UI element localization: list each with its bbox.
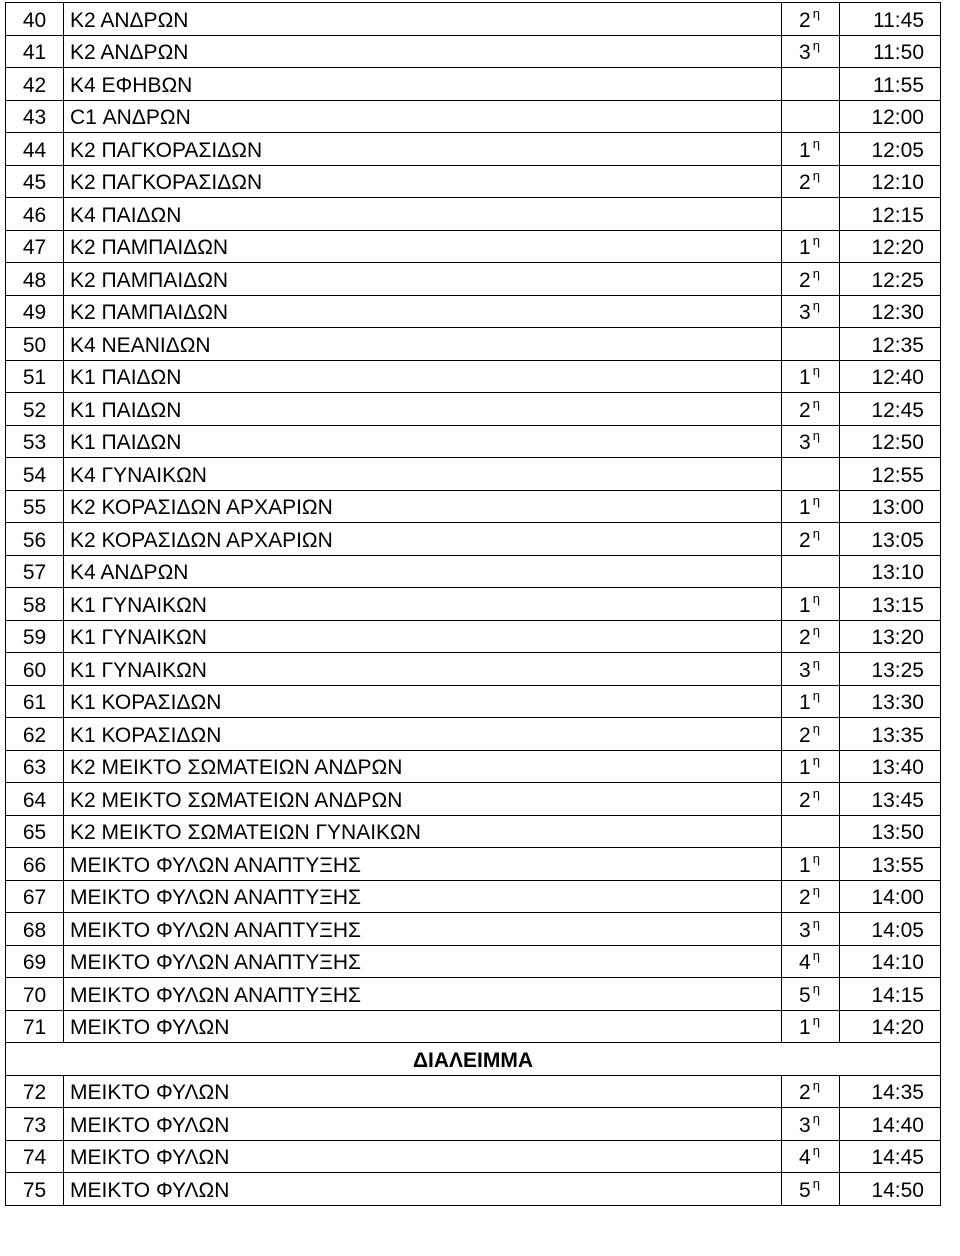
round-ordinal-suffix: η	[812, 395, 820, 411]
round-number: 1	[799, 756, 811, 779]
event-name-cell: Κ1 ΚΟΡΑΣΙΔΩΝ	[64, 685, 782, 718]
table-row	[6, 620, 941, 653]
round-number: 3	[799, 1113, 811, 1137]
race-number-cell: 62	[6, 718, 64, 751]
round-cell	[782, 523, 840, 556]
round-number: 2	[799, 528, 811, 552]
start-time-cell: 13:15	[840, 588, 941, 621]
round-cell	[782, 718, 840, 751]
event-name-cell: Κ2 ΠΑΓΚΟΡΑΣΙΔΩΝ	[64, 133, 782, 166]
start-time-cell: 12:45	[840, 393, 941, 426]
race-number-cell: 40	[6, 3, 64, 36]
round-number: 2	[799, 886, 811, 909]
table-row	[6, 978, 941, 1011]
event-name-cell: ΜΕΙΚΤΟ ΦΥΛΩΝ	[64, 1173, 782, 1206]
round-cell	[782, 815, 840, 848]
round-cell	[782, 783, 840, 816]
round-number: 3	[799, 431, 811, 454]
race-number-cell: 73	[6, 1108, 64, 1141]
round-ordinal-suffix: η	[812, 655, 820, 671]
round-ordinal-suffix: η	[812, 688, 820, 703]
race-number-cell: 47	[6, 230, 64, 263]
round-number: 2	[799, 1081, 811, 1104]
round-ordinal-suffix: η	[812, 980, 820, 996]
table-row	[6, 1173, 941, 1206]
event-name-cell: Κ2 ΜΕΙΚΤΟ ΣΩΜΑΤΕΙΩΝ ΑΝΔΡΩΝ	[64, 750, 782, 783]
table-row	[6, 555, 941, 588]
round-ordinal-suffix: η	[812, 915, 820, 931]
race-number-cell: 59	[6, 620, 64, 653]
round-number: 2	[799, 398, 811, 422]
round-cell	[782, 1075, 840, 1108]
race-number-cell: 53	[6, 425, 64, 458]
round-cell	[782, 750, 840, 783]
start-time-cell: 12:00	[840, 100, 941, 133]
table-row	[6, 198, 941, 231]
event-name-cell: Κ2 ΜΕΙΚΤΟ ΣΩΜΑΤΕΙΩΝ ΑΝΔΡΩΝ	[64, 783, 782, 816]
start-time-cell: 13:40	[840, 750, 941, 783]
event-name-cell: ΜΕΙΚΤΟ ΦΥΛΩΝ ΑΝΑΠΤΥΞΗΣ	[64, 978, 782, 1011]
round-cell	[782, 360, 840, 393]
event-name-cell: Κ1 ΓΥΝΑΙΚΩΝ	[64, 588, 782, 621]
round-ordinal-suffix: η	[812, 883, 820, 898]
event-name-cell: Κ1 ΠΑΙΔΩΝ	[64, 360, 782, 393]
table-row	[6, 133, 941, 166]
round-number: 2	[799, 723, 811, 747]
event-name-cell: Κ1 ΓΥΝΑΙΚΩΝ	[64, 620, 782, 653]
round-ordinal-suffix: η	[812, 493, 820, 508]
event-name-cell: Κ4 ΝΕΑΝΙΔΩΝ	[64, 328, 782, 361]
round-ordinal-suffix: η	[812, 525, 820, 541]
round-ordinal-suffix: η	[812, 38, 820, 53]
round-cell	[782, 165, 840, 198]
race-number-cell: 65	[6, 815, 64, 848]
round-ordinal-suffix: η	[812, 5, 820, 21]
round-cell	[782, 263, 840, 296]
race-number-cell: 57	[6, 555, 64, 588]
round-cell	[782, 328, 840, 361]
event-name-cell: ΜΕΙΚΤΟ ΦΥΛΩΝ ΑΝΑΠΤΥΞΗΣ	[64, 880, 782, 913]
start-time-cell: 12:20	[840, 230, 941, 263]
event-name-cell: Κ2 ΚΟΡΑΣΙΔΩΝ ΑΡΧΑΡΙΩΝ	[64, 523, 782, 556]
table-row	[6, 685, 941, 718]
table-row	[6, 913, 941, 946]
round-number: 1	[799, 496, 811, 519]
start-time-cell: 13:25	[840, 653, 941, 686]
table-row	[6, 393, 941, 426]
race-number-cell: 74	[6, 1140, 64, 1173]
round-cell	[782, 295, 840, 328]
race-number-cell: 66	[6, 848, 64, 881]
race-number-cell: 52	[6, 393, 64, 426]
race-number-cell: 51	[6, 360, 64, 393]
race-number-cell: 71	[6, 1010, 64, 1043]
round-number: 1	[799, 236, 811, 259]
start-time-cell: 14:45	[840, 1140, 941, 1173]
event-name-cell: Κ4 ΓΥΝΑΙΚΩΝ	[64, 458, 782, 491]
table-row	[6, 880, 941, 913]
round-ordinal-suffix: η	[812, 1110, 820, 1126]
round-ordinal-suffix: η	[812, 363, 820, 378]
round-cell	[782, 620, 840, 653]
round-cell	[782, 1108, 840, 1141]
table-row	[6, 230, 941, 263]
race-schedule-table	[5, 2, 941, 1206]
start-time-cell: 14:15	[840, 978, 941, 1011]
race-schedule-body	[6, 3, 941, 1206]
race-number-cell: 67	[6, 880, 64, 913]
round-cell	[782, 653, 840, 686]
start-time-cell: 13:05	[840, 523, 941, 556]
round-cell	[782, 880, 840, 913]
table-row	[6, 68, 941, 101]
event-name-cell: C1 ΑΝΔΡΩΝ	[64, 100, 782, 133]
round-ordinal-suffix: η	[812, 785, 820, 801]
start-time-cell: 13:20	[840, 620, 941, 653]
start-time-cell: 12:05	[840, 133, 941, 166]
table-row	[6, 425, 941, 458]
event-name-cell: Κ1 ΚΟΡΑΣΙΔΩΝ	[64, 718, 782, 751]
start-time-cell: 13:30	[840, 685, 941, 718]
race-number-cell: 49	[6, 295, 64, 328]
table-row	[6, 165, 941, 198]
event-name-cell: Κ2 ΚΟΡΑΣΙΔΩΝ ΑΡΧΑΡΙΩΝ	[64, 490, 782, 523]
round-number: 3	[799, 918, 811, 942]
round-number: 4	[799, 1146, 811, 1169]
event-name-cell: ΜΕΙΚΤΟ ΦΥΛΩΝ ΑΝΑΠΤΥΞΗΣ	[64, 848, 782, 881]
start-time-cell: 12:55	[840, 458, 941, 491]
round-ordinal-suffix: η	[812, 850, 820, 866]
start-time-cell: 13:50	[840, 815, 941, 848]
round-cell	[782, 68, 840, 101]
event-name-cell: ΜΕΙΚΤΟ ΦΥΛΩΝ ΑΝΑΠΤΥΞΗΣ	[64, 913, 782, 946]
race-number-cell: 68	[6, 913, 64, 946]
round-cell	[782, 230, 840, 263]
table-row	[6, 783, 941, 816]
round-cell	[782, 1173, 840, 1206]
race-number-cell: 56	[6, 523, 64, 556]
round-cell	[782, 100, 840, 133]
event-name-cell: Κ2 ΠΑΓΚΟΡΑΣΙΔΩΝ	[64, 165, 782, 198]
table-row	[6, 458, 941, 491]
round-cell	[782, 1140, 840, 1173]
round-cell	[782, 35, 840, 68]
round-number: 2	[799, 788, 811, 812]
round-number: 1	[799, 1016, 811, 1039]
event-name-cell: Κ1 ΠΑΙΔΩΝ	[64, 425, 782, 458]
table-row	[6, 490, 941, 523]
start-time-cell: 13:55	[840, 848, 941, 881]
start-time-cell: 14:00	[840, 880, 941, 913]
round-ordinal-suffix: η	[812, 948, 820, 963]
round-number: 1	[799, 593, 811, 617]
round-cell	[782, 555, 840, 588]
round-cell	[782, 588, 840, 621]
start-time-cell: 11:45	[840, 3, 941, 36]
race-number-cell: 41	[6, 35, 64, 68]
table-row	[6, 263, 941, 296]
race-number-cell: 43	[6, 100, 64, 133]
round-ordinal-suffix: η	[812, 428, 820, 443]
event-name-cell: Κ2 ΑΝΔΡΩΝ	[64, 3, 782, 36]
race-number-cell: 45	[6, 165, 64, 198]
round-number: 3	[799, 301, 811, 324]
round-ordinal-suffix: η	[812, 135, 820, 151]
table-row	[6, 1108, 941, 1141]
race-number-cell: 69	[6, 945, 64, 978]
round-number: 1	[799, 138, 811, 162]
round-number: 4	[799, 951, 811, 974]
table-row	[6, 718, 941, 751]
round-ordinal-suffix: η	[812, 590, 820, 606]
table-row	[6, 360, 941, 393]
start-time-cell: 12:15	[840, 198, 941, 231]
start-time-cell: 12:35	[840, 328, 941, 361]
start-time-cell: 12:50	[840, 425, 941, 458]
start-time-cell: 14:20	[840, 1010, 941, 1043]
round-cell	[782, 945, 840, 978]
table-row	[6, 750, 941, 783]
table-row	[6, 35, 941, 68]
start-time-cell: 12:10	[840, 165, 941, 198]
round-number: 3	[799, 658, 811, 682]
round-cell	[782, 198, 840, 231]
race-number-cell: 61	[6, 685, 64, 718]
round-ordinal-suffix: η	[812, 1143, 820, 1158]
round-ordinal-suffix: η	[812, 298, 820, 313]
event-name-cell: ΜΕΙΚΤΟ ΦΥΛΩΝ	[64, 1010, 782, 1043]
race-number-cell: 46	[6, 198, 64, 231]
table-row	[6, 328, 941, 361]
round-ordinal-suffix: η	[812, 720, 820, 736]
table-row	[6, 653, 941, 686]
round-number: 2	[799, 626, 811, 649]
table-row	[6, 815, 941, 848]
race-number-cell: 63	[6, 750, 64, 783]
round-cell	[782, 685, 840, 718]
round-ordinal-suffix: η	[812, 1078, 820, 1093]
race-number-cell: 70	[6, 978, 64, 1011]
start-time-cell: 14:50	[840, 1173, 941, 1206]
event-name-cell: Κ1 ΓΥΝΑΙΚΩΝ	[64, 653, 782, 686]
race-number-cell: 54	[6, 458, 64, 491]
race-number-cell: 75	[6, 1173, 64, 1206]
start-time-cell: 12:40	[840, 360, 941, 393]
start-time-cell: 14:05	[840, 913, 941, 946]
race-number-cell: 48	[6, 263, 64, 296]
table-row	[6, 295, 941, 328]
event-name-cell: Κ2 ΜΕΙΚΤΟ ΣΩΜΑΤΕΙΩΝ ΓΥΝΑΙΚΩΝ	[64, 815, 782, 848]
start-time-cell: 14:10	[840, 945, 941, 978]
round-number: 3	[799, 41, 811, 64]
start-time-cell: 12:30	[840, 295, 941, 328]
start-time-cell: 14:40	[840, 1108, 941, 1141]
round-ordinal-suffix: η	[812, 265, 820, 281]
table-row	[6, 1010, 941, 1043]
event-name-cell: Κ2 ΠΑΜΠΑΙΔΩΝ	[64, 295, 782, 328]
event-name-cell: ΜΕΙΚΤΟ ΦΥΛΩΝ ΑΝΑΠΤΥΞΗΣ	[64, 945, 782, 978]
start-time-cell: 13:35	[840, 718, 941, 751]
round-number: 5	[799, 983, 811, 1007]
round-number: 2	[799, 171, 811, 194]
event-name-cell: Κ2 ΠΑΜΠΑΙΔΩΝ	[64, 263, 782, 296]
event-name-cell: Κ4 ΠΑΙΔΩΝ	[64, 198, 782, 231]
round-cell	[782, 978, 840, 1011]
round-cell	[782, 913, 840, 946]
table-row	[6, 1140, 941, 1173]
race-number-cell: 60	[6, 653, 64, 686]
race-number-cell: 42	[6, 68, 64, 101]
round-ordinal-suffix: η	[812, 233, 820, 248]
round-number: 1	[799, 853, 811, 877]
start-time-cell: 13:00	[840, 490, 941, 523]
start-time-cell: 12:25	[840, 263, 941, 296]
start-time-cell: 11:50	[840, 35, 941, 68]
round-cell	[782, 1010, 840, 1043]
event-name-cell: Κ4 ΕΦΗΒΩΝ	[64, 68, 782, 101]
round-cell	[782, 393, 840, 426]
table-row	[6, 588, 941, 621]
round-cell	[782, 490, 840, 523]
start-time-cell: 14:35	[840, 1075, 941, 1108]
round-cell	[782, 425, 840, 458]
round-number: 5	[799, 1178, 811, 1202]
round-ordinal-suffix: η	[812, 753, 820, 768]
table-row	[6, 523, 941, 556]
start-time-cell: 13:10	[840, 555, 941, 588]
round-number: 1	[799, 366, 811, 389]
round-cell	[782, 3, 840, 36]
round-ordinal-suffix: η	[812, 168, 820, 183]
race-number-cell: 55	[6, 490, 64, 523]
table-row	[6, 848, 941, 881]
round-cell	[782, 133, 840, 166]
race-number-cell: 64	[6, 783, 64, 816]
race-number-cell: 50	[6, 328, 64, 361]
race-number-cell: 58	[6, 588, 64, 621]
table-row	[6, 100, 941, 133]
round-ordinal-suffix: η	[812, 1175, 820, 1191]
start-time-cell: 13:45	[840, 783, 941, 816]
round-ordinal-suffix: η	[812, 623, 820, 638]
round-number: 2	[799, 268, 811, 292]
round-number: 1	[799, 691, 811, 714]
event-name-cell: Κ1 ΠΑΙΔΩΝ	[64, 393, 782, 426]
break-label: ΔΙΑΛΕΙΜΜΑ	[6, 1043, 941, 1076]
event-name-cell: ΜΕΙΚΤΟ ΦΥΛΩΝ	[64, 1108, 782, 1141]
event-name-cell: Κ4 ΑΝΔΡΩΝ	[64, 555, 782, 588]
race-number-cell: 72	[6, 1075, 64, 1108]
event-name-cell: ΜΕΙΚΤΟ ΦΥΛΩΝ	[64, 1075, 782, 1108]
event-name-cell: Κ2 ΠΑΜΠΑΙΔΩΝ	[64, 230, 782, 263]
event-name-cell: Κ2 ΑΝΔΡΩΝ	[64, 35, 782, 68]
table-row	[6, 1075, 941, 1108]
table-row	[6, 3, 941, 36]
round-number: 2	[799, 8, 811, 32]
round-cell	[782, 458, 840, 491]
break-row	[6, 1043, 941, 1076]
table-row	[6, 945, 941, 978]
round-cell	[782, 848, 840, 881]
event-name-cell: ΜΕΙΚΤΟ ΦΥΛΩΝ	[64, 1140, 782, 1173]
race-number-cell: 44	[6, 133, 64, 166]
start-time-cell: 11:55	[840, 68, 941, 101]
round-ordinal-suffix: η	[812, 1013, 820, 1028]
